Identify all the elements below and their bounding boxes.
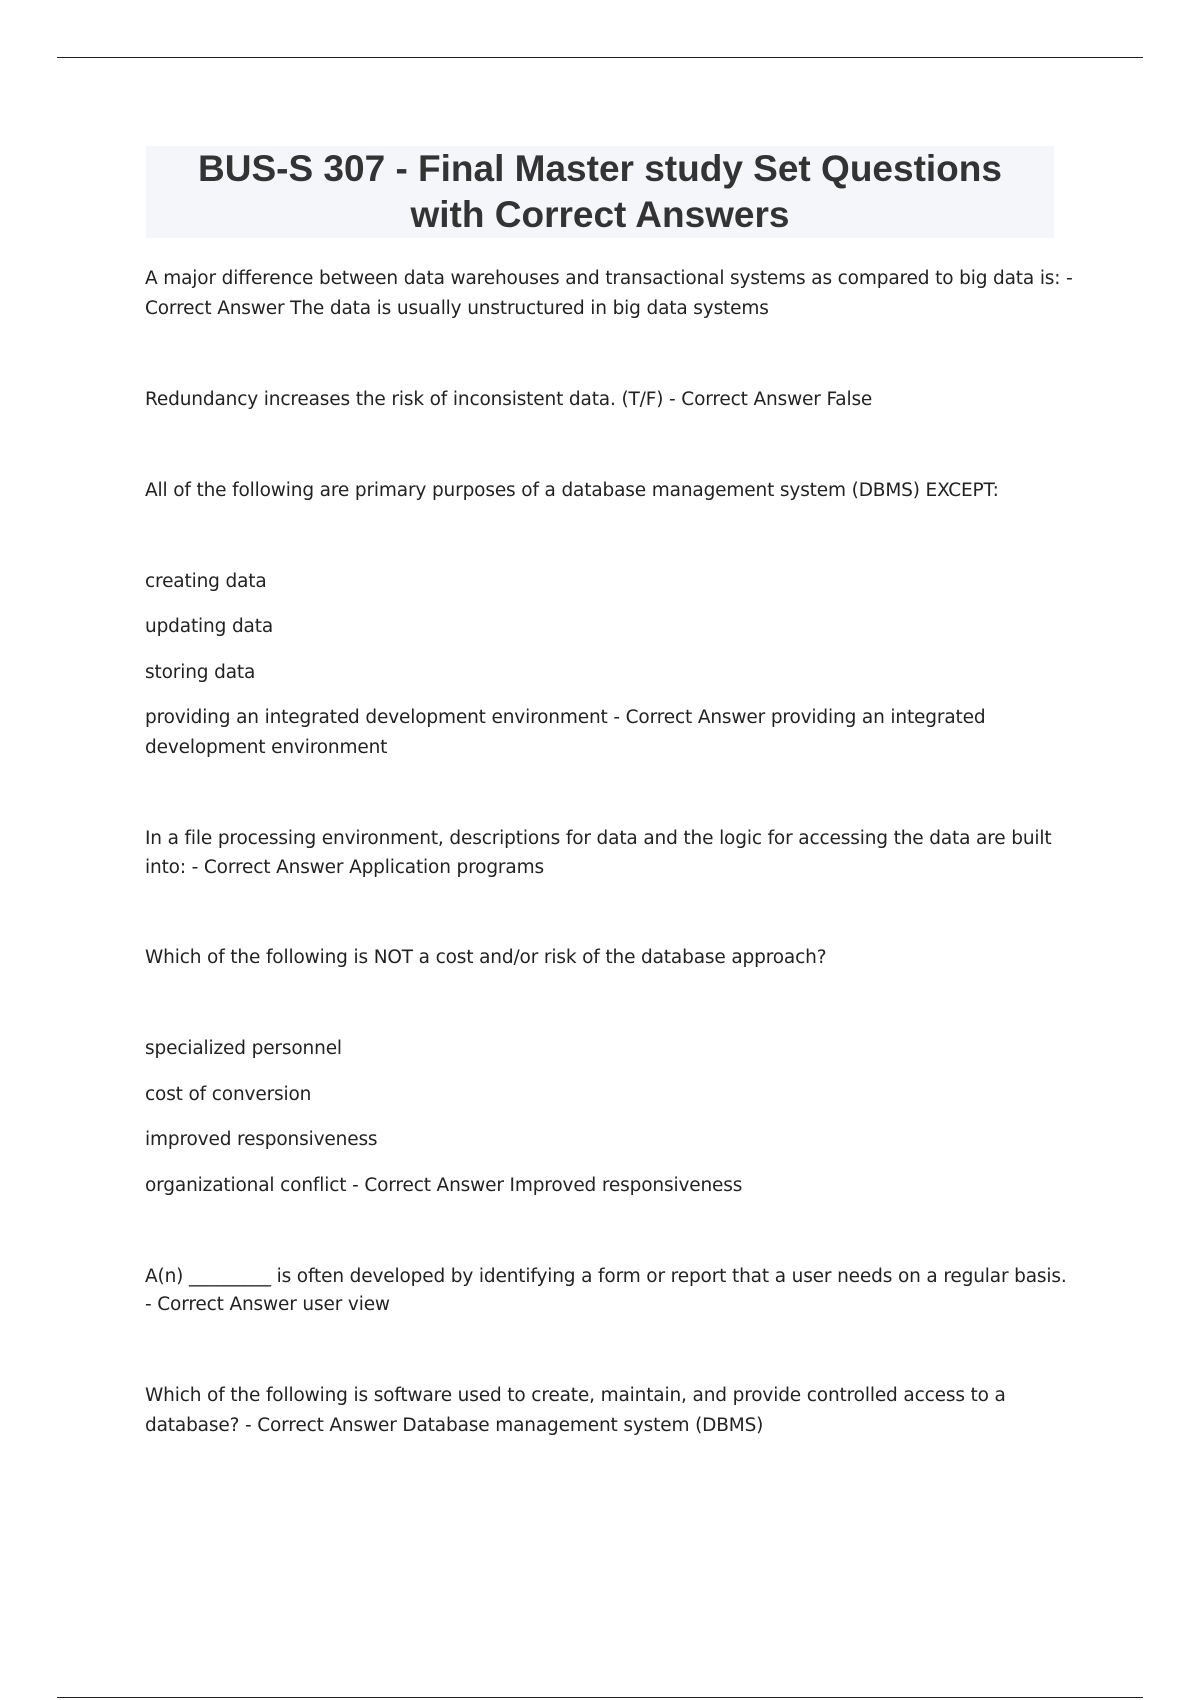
title-line-1: BUS-S 307 - Final Master study Set Questions	[198, 148, 1002, 189]
qa-5-question: Which of the following is NOT a cost and/or risk of the database approach?	[145, 947, 827, 968]
qa-1-line-1: A major difference between data warehouses and transactional systems as compared to big data is: -	[145, 268, 1073, 289]
qa-6-line-2: - Correct Answer user view	[145, 1294, 390, 1315]
qa-5-option-3: improved responsiveness	[145, 1129, 378, 1150]
qa-5-option-2: cost of conversion	[145, 1084, 312, 1105]
title-line-2: with Correct Answers	[410, 194, 790, 235]
qa-5-answer-line-1: organizational conflict - Correct Answer Improved responsiveness	[145, 1175, 743, 1196]
qa-5-option-1: specialized personnel	[145, 1038, 342, 1059]
qa-3-option-3: storing data	[145, 662, 256, 683]
qa-1-line-2: Correct Answer The data is usually unstructured in big data systems	[145, 298, 769, 319]
qa-6-line-1: A(n) _________ is often developed by identifying a form or report that a user needs on a regular basis.	[145, 1266, 1067, 1287]
qa-4-line-1: In a file processing environment, descriptions for data and the logic for accessing the data are built	[145, 828, 1052, 849]
bottom-rule	[57, 1697, 1143, 1698]
qa-7-line-1: Which of the following is software used to create, maintain, and provide controlled access to a	[145, 1385, 1006, 1406]
qa-2-line-1: Redundancy increases the risk of inconsistent data. (T/F) - Correct Answer False	[145, 389, 873, 410]
qa-3-option-2: updating data	[145, 616, 274, 637]
qa-3-answer-line-1: providing an integrated development environment - Correct Answer providing an integrated	[145, 707, 986, 728]
qa-3-answer-line-2: development environment	[145, 737, 388, 758]
qa-4-line-2: into: - Correct Answer Application programs	[145, 857, 544, 878]
qa-3-question: All of the following are primary purposes of a database management system (DBMS) EXCEPT:	[145, 480, 999, 501]
qa-3-option-1: creating data	[145, 571, 267, 592]
qa-7-line-2: database? - Correct Answer Database management system (DBMS)	[145, 1415, 764, 1436]
